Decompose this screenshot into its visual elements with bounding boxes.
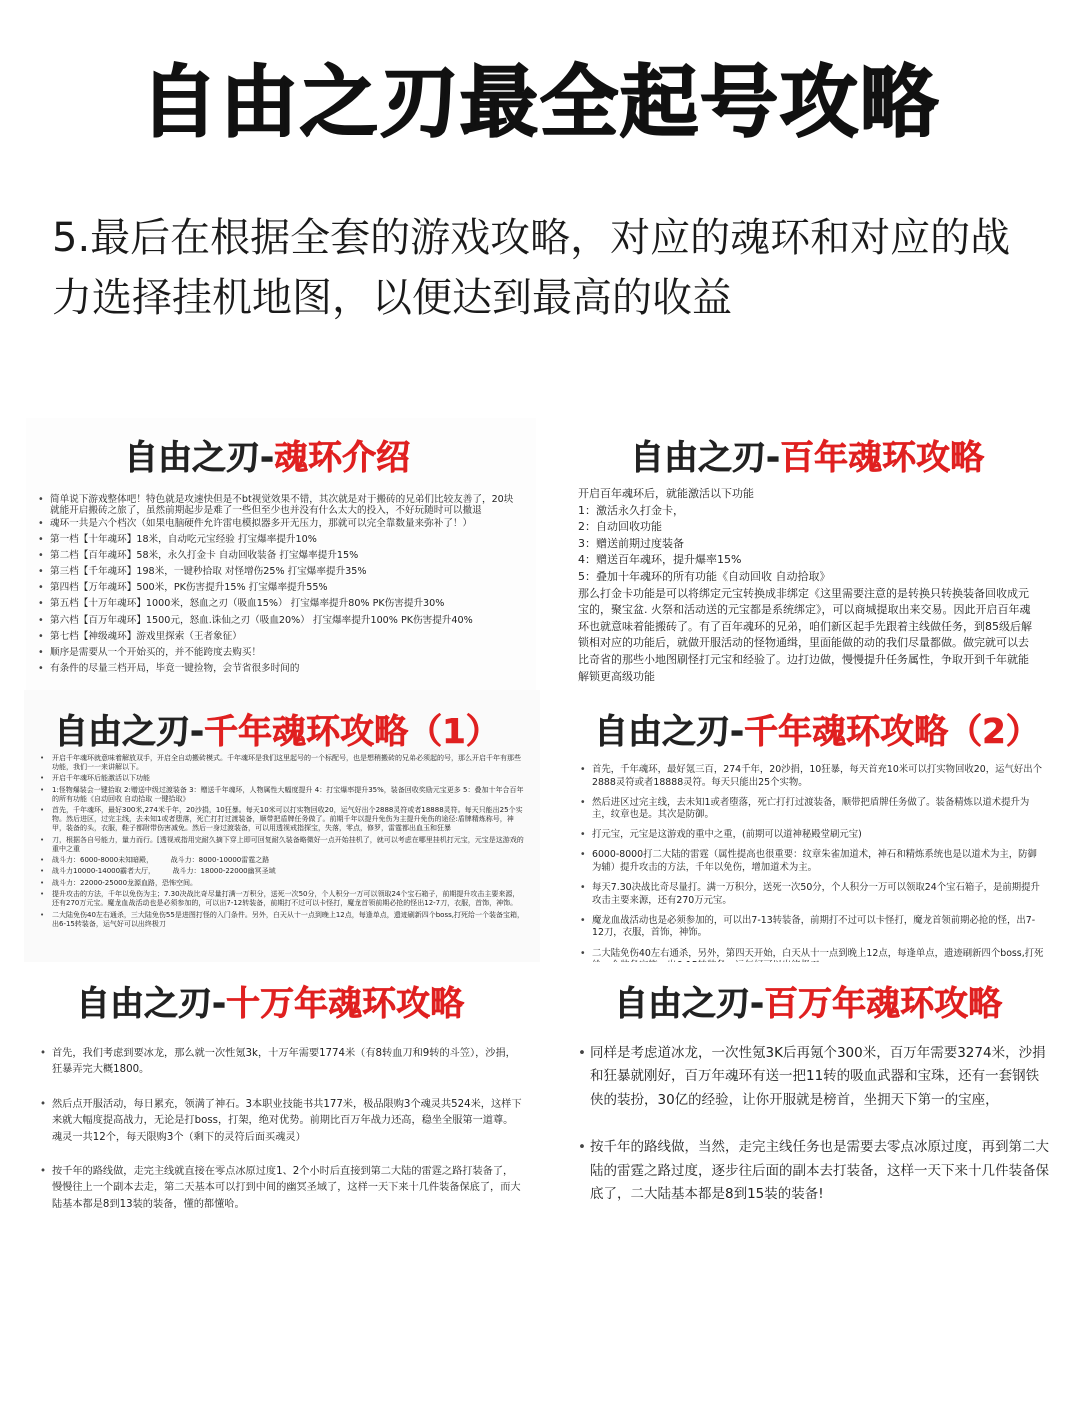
list-item: • 战斗力：22000-25000龙源血路，恐怖空间。: [52, 879, 526, 888]
panel-title-highlight: 千年魂环攻略（2）: [744, 712, 1040, 752]
panel-title: [630, 430, 984, 479]
panel-title: [76, 976, 464, 1025]
panel-title-highlight: 魂环介绍: [274, 438, 411, 478]
list-item: • 1:怪物爆装会一键拾取 2:赠送中级过渡装备 3：赠送千年魂环，人物属性大幅度提升 4：打宝爆率提升35%，装备回收奖励元宝更多 5：叠加十年合百年的所有功能《自动回收 自动拾取 一键拾取》: [52, 786, 526, 804]
list-item: • 魂环一共是六个档次（如果电脑硬件允许雷电模拟器多开无压力，那就可以完全靠数量来弥补了！）: [50, 516, 520, 532]
panel-hundred-year-ring: [548, 418, 1054, 690]
list-item: • 按千年的路线做，当然，走完主线任务也是需要去零点冰原过度，再到第二大陆的雷霆之路过度，逐步往后面的副本去打装备，这样一天下来十几件装备保底了，二大陆基本都是8到15装的装备!: [590, 1136, 1050, 1206]
list-item: • 顺序是需要从一个开始买的，并不能跨度去购买！: [50, 645, 520, 661]
list-item: • 每天7.30决战比奇尽量打。满一万积分，送死一次50分，个人积分一万可以领取24个宝石箱子，是前期提升攻击主要来源，还有270万元宝。: [592, 882, 1044, 907]
list-item: • 第四档【万年魂环】500米，PK伤害提升15% 打宝爆率提升55%: [50, 580, 520, 596]
list-item: • 二大陆免伤40左右通杀，三大陆免伤55是进图打怪的入门条件。另外，白天从十一点到晚上12点，每逢单点，遗迹刷新四个boss,打死给一个装备宝箱，出6-15转装备，运气好可以出终极刀: [52, 911, 526, 929]
list-item: • 简单说下游戏整体吧！特色就是攻速快但是不bt视觉效果不错，其次就是对于搬砖的兄弟们比较友善了，20块就能开启搬砖之旅了，虽然前期起步是难了一些但至少也并没有什么太大的投入，不好玩随时可以撤退: [50, 494, 520, 516]
panel-soul-ring-intro: [26, 418, 536, 690]
list-item: • 第六档【百万年魂环】1500元，怒血.诛仙之刃（吸血20%） 打宝爆率提升100% PK伤害提升40%: [50, 613, 520, 629]
list-item: • 第一档【十年魂环】18米，自动吃元宝经验 打宝爆率提升10%: [50, 532, 520, 548]
panel-title: [594, 704, 1040, 753]
list-item: • 提升攻击的方法，千年以免伤为主；7.30决战比奇尽量打满一万积分，送死一次50分，个人积分一万可以领取24个宝石箱子，前期提升攻击主要来源，还有270万元宝。魔龙血战活动也是必须参加的，可以出7-12转装备，前期打不过可以卡怪打，魔龙首领前期必抢的怪出12-7刀，衣服，首饰，神饰。: [52, 890, 526, 908]
panel-title-prefix: 自由之刃-: [124, 438, 275, 478]
panel-title-highlight: 十万年魂环攻略: [226, 984, 465, 1024]
list-item: • 魔龙血战活动也是必须参加的，可以出7-13转装备，前期打不过可以卡怪打，魔龙首领前期必抢的怪，出7-12刀，衣服，首饰，神饰。: [592, 915, 1044, 940]
list-item: • 首先，我们考虑到要冰龙，那么就一次性氪3k，十万年需要1774米（有8转血刀和9转的斗笠），沙捐，狂暴弄完大概1800。: [52, 1046, 522, 1079]
list-item: 4：赠送百年魂环，提升爆率15%: [578, 553, 742, 567]
panel-title-highlight: 百万年魂环攻略: [764, 984, 1003, 1024]
list-item: • 第二档【百年魂环】58米，永久打金卡 自动回收装备 打宝爆率提升15%: [50, 548, 520, 564]
panel-list: [50, 494, 520, 677]
list-item: • 开启千年魂环后能激活以下功能: [52, 774, 526, 783]
panel-list: [592, 764, 1044, 980]
list-item: 1：激活永久打金卡，: [578, 503, 684, 517]
panel-title-prefix: 自由之刃-: [54, 712, 205, 752]
panel-list: [52, 754, 526, 931]
list-item: • 打元宝，元宝是这游戏的重中之重，(前期可以道神秘殿堂刷元宝): [592, 829, 1044, 842]
panel-list: [590, 1042, 1050, 1230]
list-item: • 6000-8000打二大陆的雷霆（属性提高也很重要：纹章朱雀加道术，神石和精炼系统也是以道术为主，防御为辅）提升攻击的方法，千年以免伤，增加道术为主。: [592, 849, 1044, 874]
panel-list: [578, 486, 1038, 685]
list-item: • 战斗力10000-14000霸者大厅， 战斗力：18000-22000幽冥圣域: [52, 867, 526, 876]
list-item: • 二大陆免伤40左右通杀，另外，第四天开始，白天从十一点到晚上12点，每逢单点，遗迹刷新四个boss,打死: [592, 948, 1044, 973]
list-item: • 第七档【神级魂环】游戏里探索（王者象征）: [50, 629, 520, 645]
list-item: 那么打金卡功能是可以将绑定元宝转换成非绑定《这里需要注意的是转换只转换装备回收成元宝的，聚宝盆. 火祭和活动送的元宝都是系统绑定》，可以商城提取出来交易。因此开启百年魂环也就意味着能搬砖了。有了百年魂环的兄弟，咱们新区起手先跟着主线做任务，到85级后解锁相对应的功能后，就做开服活动的怪物通缉，里面能做的动的我们尽量都做。做完就可以去比奇省的那些小地图刷怪打元宝和经验了。边打边做，慢慢提升任务属性，争取开到千年就能解锁更高级功能: [578, 586, 1032, 683]
list-item: 5：叠加十年魂环的所有功能《自动回收 自动拾取》: [578, 569, 831, 583]
list-item: 开启百年魂环后，就能激活以下功能: [578, 487, 754, 500]
panel-title-prefix: 自由之刃-: [630, 438, 781, 478]
panel-list: [52, 1046, 522, 1231]
panel-title-prefix: 自由之刃-: [594, 712, 745, 752]
list-item: • 然后点开服活动，每日累充，领满了神石。3本职业技能书共177米，极品限购3个魂灵共524米，这样下来就大幅度提高战力，无论是打boss，打架，绝对优势。前期比百万年战力还高，稳坐全服第一道尊。魂灵一共12个，每天限购3个（剩下的灵符后面买魂灵）: [52, 1097, 522, 1146]
list-item: • 首先，千年魂环，最好300米,274米千年，20沙捐，10狂暴。每天10米可以打实物回收20，运气好出个2888灵符或者18888灵符。每天只能出25个实物。然后进区，过完主线，去未知1或者堕落，死亡打打过渡装备，顺带把盾牌任务做了。前期千年以提升免伤为主提升免伤的途径:盾牌精炼称号，神甲，装备的头，衣服，鞋子都附带伤害减免。然后一身过渡装备，可以用透视戒指探宝，失落，零点，修罗，雷霆都出血玉和狂暴: [52, 806, 526, 833]
list-item: 2：自动回收功能: [578, 520, 662, 534]
list-item: • 战斗力：6000-8000未知暗殿， 战斗力：8000-10000雷霆之路: [52, 856, 526, 865]
list-item: • 按千年的路线做，走完主线就直接在零点冰原过度1、2个小时后直接到第二大陆的雷霆之路打装备了，慢慢往上一个副本去走，第二天基本可以打到中间的幽冥圣域了，这样一天下来十几件装备保底了，而大陆基本都是8到13装的装备，懂的都懂哈。: [52, 1164, 522, 1213]
list-item: • 同样是考虑道冰龙，一次性氪3K后再氪个300米，百万年需要3274米，沙捐和狂暴就刚好，百万年魂环有送一把11转的吸血武器和宝珠，还有一套钢铁侠的装扮，30亿的经验，让你开服就是榜首，坐拥天下第一的宝座，: [590, 1042, 1050, 1112]
intro-text: 5.最后在根据全套的游戏攻略，对应的魂环和对应的战力选择挂机地图，以便达到最高的收益: [52, 215, 1011, 321]
panel-thousand-year-ring-2: [548, 690, 1054, 962]
panel-million-year-ring: [548, 962, 1054, 1242]
list-item: • 刀，根据各自号能力，量力而行。[透视戒指用完耐久摘下穿上即可回复耐久装备略微好一点开始挂机了，就可以考虑在哪里挂机打元宝，元宝是这游戏的重中之重: [52, 836, 526, 854]
panel-title-prefix: 自由之刃-: [76, 984, 227, 1024]
panel-title-highlight: 百年魂环攻略: [780, 438, 985, 478]
list-item: • 第五档【十万年魂环】1000米，怒血之刃（吸血15%） 打宝爆率提升80% PK伤害提升30%: [50, 596, 520, 612]
page-title: 自由之刃最全起号攻略: [139, 58, 940, 148]
panel-title: [614, 976, 1002, 1025]
list-item: • 开启千年魂环就意味着解放双手，开启全自动搬砖模式。千年魂环是我们这里起号的一个标配号，也是想稍搬砖的兄弟必须起的号，那么开启千年有那些功能，我们一一来讲解以下。: [52, 754, 526, 772]
panel-title: [124, 430, 410, 479]
panel-hundred-thousand-year-ring: [24, 962, 540, 1242]
list-item: • 第三档【千年魂环】198米，一键秒拾取 对怪增伤25% 打宝爆率提升35%: [50, 564, 520, 580]
panel-title: [54, 704, 500, 753]
panel-title-prefix: 自由之刃-: [614, 984, 765, 1024]
list-item: • 有条件的尽量三档开局，毕竟一键捡物，会节省很多时间的: [50, 661, 520, 677]
list-item: 3：赠送前期过度装备: [578, 536, 684, 550]
panel-title-highlight: 千年魂环攻略（1）: [204, 712, 500, 752]
list-item: • 首先，千年魂环，最好氪三百，274千年，20沙捐，10狂暴，每天首充10米可以打实物回收20，运气好出个2888灵符或者18888灵符。每天只能出25个实物。: [592, 764, 1044, 789]
list-item: • 然后进区过完主线，去未知1或者堕落，死亡打打过渡装备，顺带把盾牌任务做了。装备精炼以道术提升为主，纹章也是。其次是防御。: [592, 797, 1044, 822]
panel-thousand-year-ring-1: [24, 690, 540, 962]
